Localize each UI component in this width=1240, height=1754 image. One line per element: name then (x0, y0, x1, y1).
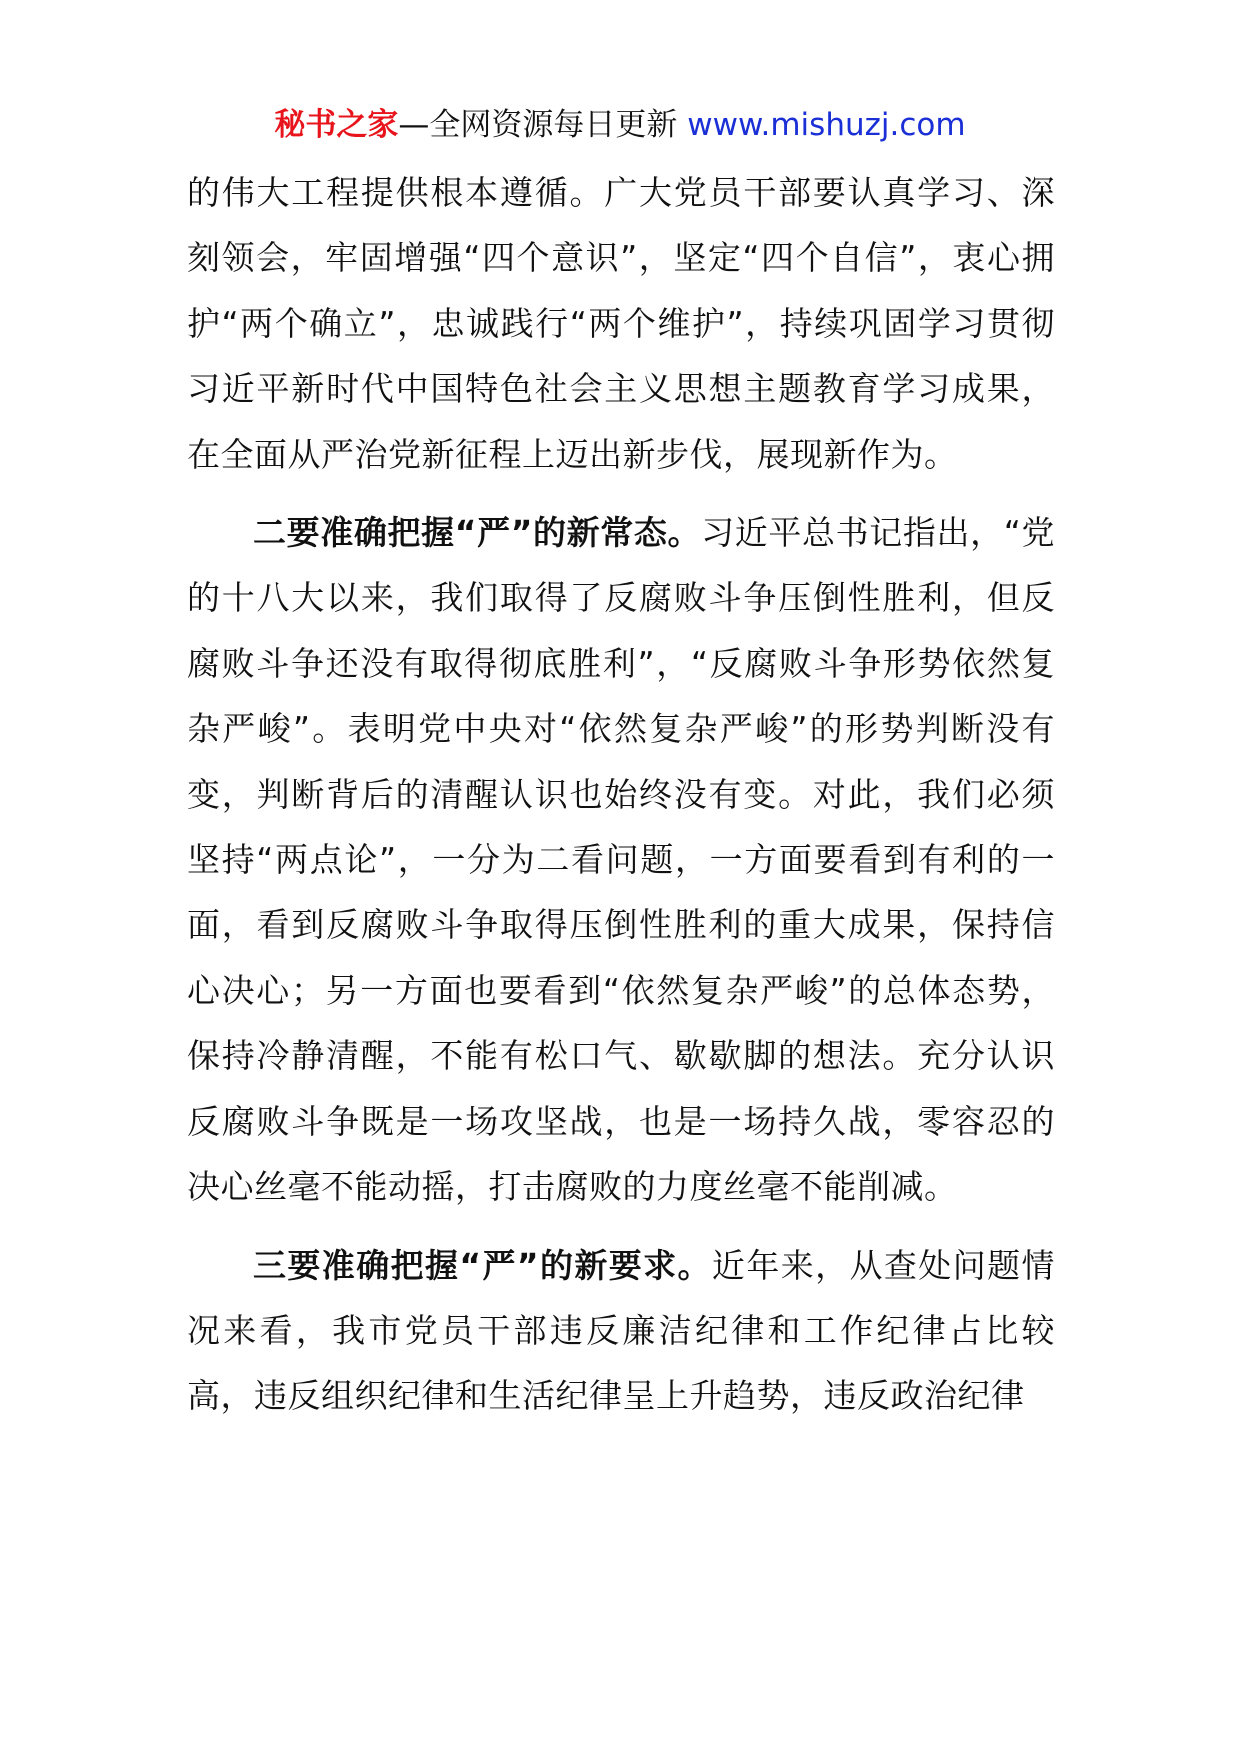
paragraph-section-two (187, 500, 1055, 1219)
brand-name: 秘书之家 (274, 107, 399, 143)
site-header (0, 103, 1240, 147)
paragraph-text: 习近平总书记指出，“党的十八大以来，我们取得了反腐败斗争压倒性胜利，但反腐败斗争还没有取得彻底胜利”，“反腐败斗争形势依然复杂严峻”。表明党中央对“依然复杂严峻”的形势判断没有变，判断背后的清醒认识也始终没有变。对此，我们必须坚持“两点论”，一分为二看问题，一方面要看到有利的一面，看到反腐败斗争取得压倒性胜利的重大成果，保持信心决心；另一方面也要看到“依然复杂严峻”的总体态势，保持冷静清醒，不能有松口气、歇歇脚的想法。充分认识反腐败斗争既是一场攻坚战，也是一场持久战，零容忍的决心丝毫不能动摇，打击腐败的力度丝毫不能削减。 (187, 513, 1055, 1207)
paragraph-continuation (187, 160, 1055, 487)
section-heading: 三要准确把握“严”的新要求。 (253, 1245, 712, 1285)
paragraph-text: 近年来，从查处问题情况来看，我市党员干部违反廉洁纪律和工作纪律占比较高，违反组织纪律和生活纪律呈上升趋势，违反政治纪律 (187, 1245, 1055, 1416)
paragraph-text: 的伟大工程提供根本遵循。广大党员干部要认真学习、深刻领会，牢固增强“四个意识”，坚定“四个自信”，衷心拥护“两个确立”，忠诚践行“两个维护”，持续巩固学习贯彻习近平新时代中国特色社会主义思想主题教育学习成果，在全面从严治党新征程上迈出新步伐，展现新作为。 (187, 173, 1055, 474)
section-heading: 二要准确把握“严”的新常态。 (253, 513, 702, 553)
paragraph-section-three (187, 1233, 1055, 1429)
site-url-link[interactable]: www.mishuzj.com (687, 107, 966, 143)
header-tagline: —全网资源每日更新 (398, 107, 688, 143)
document-body (187, 160, 1055, 1429)
